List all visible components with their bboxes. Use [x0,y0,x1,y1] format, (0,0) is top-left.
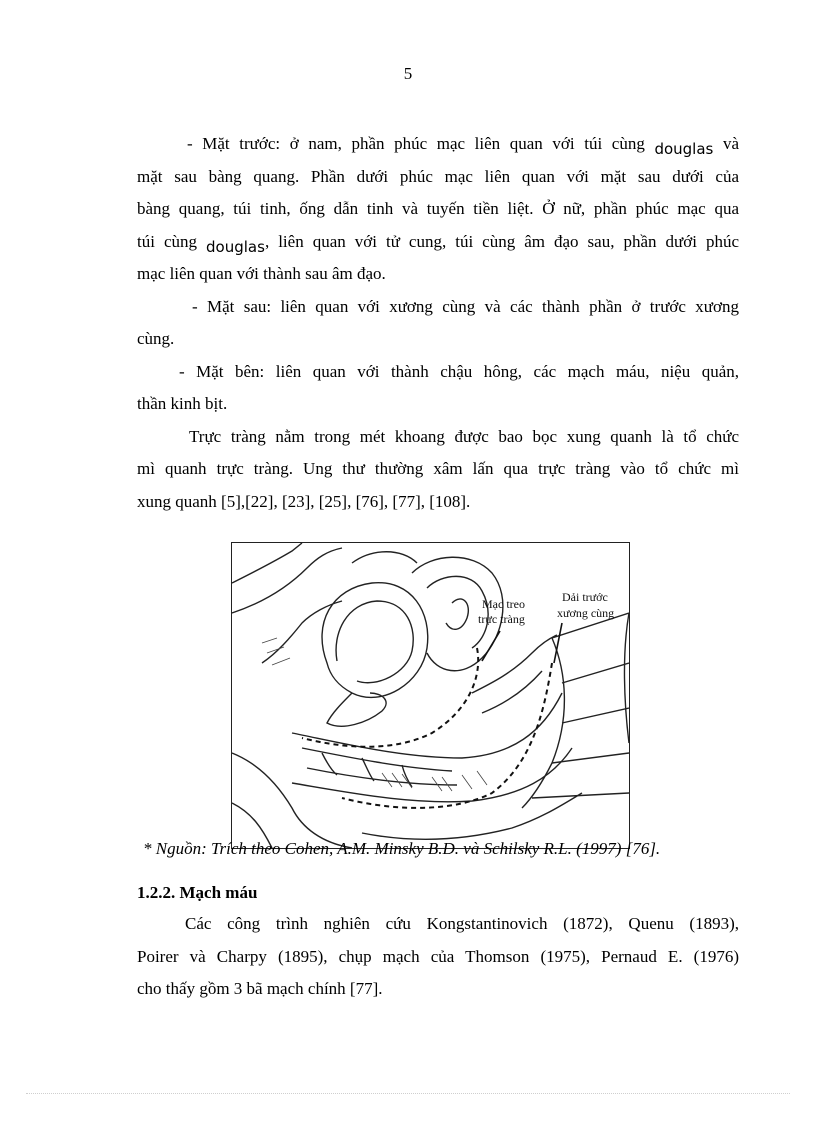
paragraph-front-line-4 [137,226,739,259]
paragraph-front-line-2: mặt sau bàng quang. Phần dưới phúc mạc liên quan với mặt sau dưới của [137,167,739,186]
paragraph-back-line-1: - Mặt sau: liên quan với xương cùng và các thành phần ở trước xương [192,297,739,316]
bladder-shape [322,583,428,698]
anatomy-figure [231,542,630,849]
label-mesorectum-line-1: Mạc treo [482,597,525,611]
paragraph-rectum-line-2: mì quanh trực tràng. Ung thư thường xâm lấn qua trực tràng vào tổ chức mì [137,459,739,478]
footer-divider [26,1093,790,1094]
text-segment: , liên quan với tử cung, túi cùng âm đạo sau, phần dưới phúc [264,232,740,251]
paragraph-rectum-line-1: Trực tràng nằm trong mét khoang được bao bọc xung quanh là tổ chức [189,427,739,446]
label-presacral-line-2: xương cùng [557,606,615,620]
section-line-1: Các công trình nghiên cứu Kongstantinovich (1872), Quenu (1893), [185,914,739,933]
text-segment: - Mặt trước: ở nam, phần phúc mạc liên quan với túi cùng [187,134,645,153]
term-douglas: douglas [654,140,714,158]
label-mesorectum-line-2: trực tràng [478,612,525,626]
paragraph-side-line-2: thần kinh bịt. [137,394,228,413]
paragraph-side-line-1: - Mặt bên: liên quan với thành chậu hông, các mạch máu, niệu quản, [179,362,739,381]
mesorectal-fascia-line [302,648,478,747]
term-douglas: douglas [206,238,265,256]
paragraph-front-line-5: mạc liên quan với thành sau âm đạo. [137,264,386,283]
text-segment: và [722,134,740,153]
text-segment: túi cùng [137,232,198,251]
label-presacral-line-1: Dải trước [562,590,608,604]
section-line-3: cho thấy gồm 3 bã mạch chính [77]. [137,979,383,998]
page-number: 5 [403,64,413,83]
paragraph-rectum-line-3: xung quanh [5],[22], [23], [25], [76], [77], [108]. [137,492,471,511]
pelvis-sagittal-illustration [232,543,629,848]
prostate-shape [327,693,386,726]
section-line-2: Poirer và Charpy (1895), chụp mạch của Thomson (1975), Pernaud E. (1976) [137,947,739,966]
paragraph-back-line-2: cùng. [137,329,175,348]
section-heading: 1.2.2. Mạch máu [137,883,258,902]
presacral-fascia-line [342,663,552,808]
figure-caption: * Nguồn: Trích theo Cohen, A.M. Minsky B.D. và Schilsky R.L. (1997) [76]. [143,839,661,858]
paragraph-front-line-3: bàng quang, túi tinh, ống dẫn tinh và tuyến tiền liệt. Ở nữ, phần phúc mạc qua [137,199,739,218]
paragraph-front-line-1 [137,128,739,161]
